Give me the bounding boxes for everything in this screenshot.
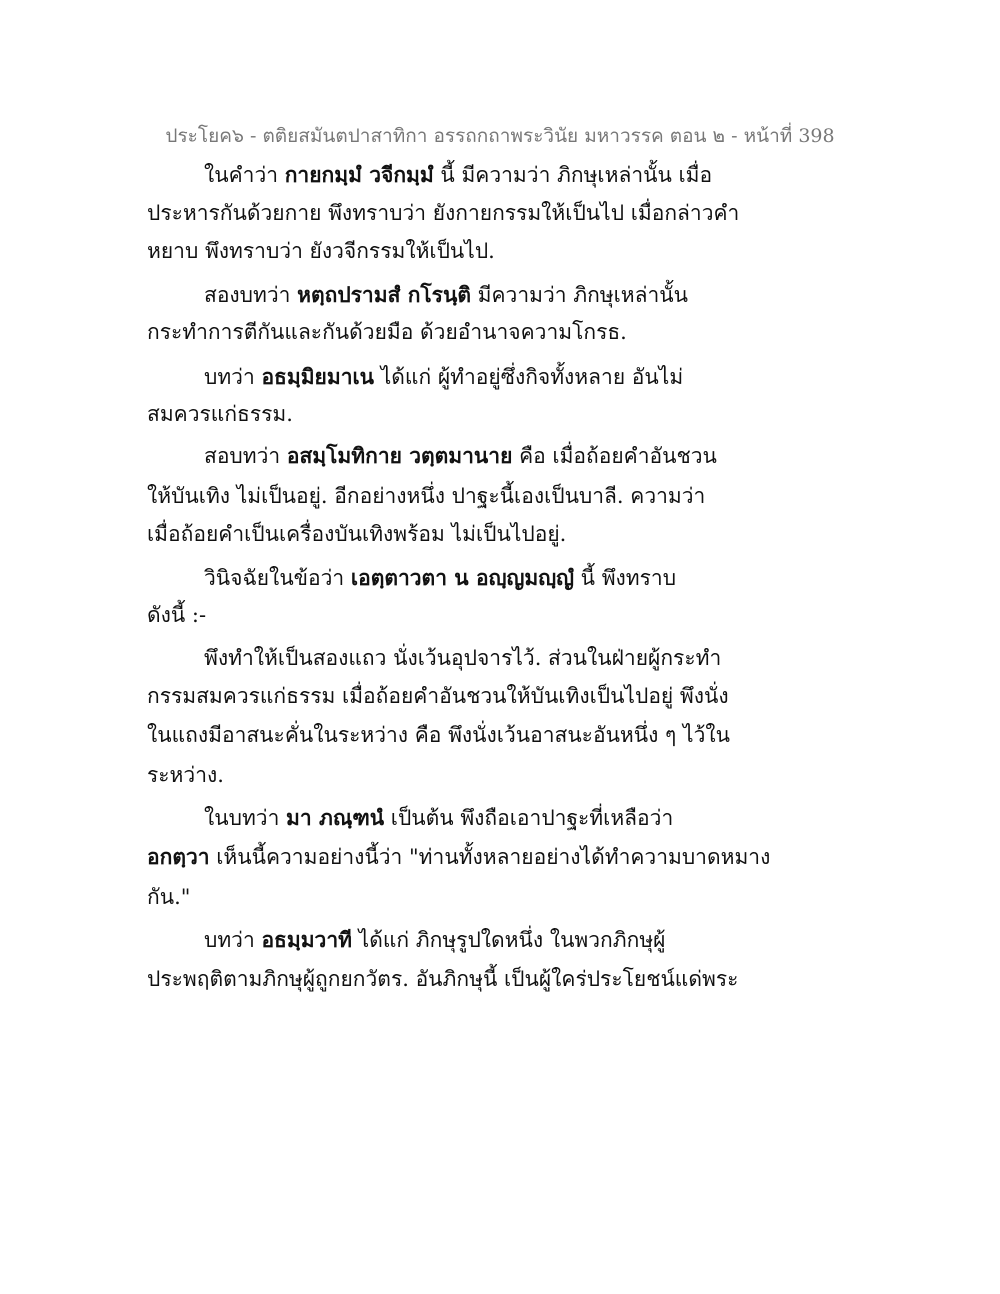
p6-line4: ระหว่าง. xyxy=(147,763,224,787)
p4-line3: เมื่อถ้อยคำเป็นเครื่องบันเทิงพร้อม ไม่เป็นไปอยู่. xyxy=(147,522,567,546)
p5-line2: ดังนี้ :- xyxy=(147,603,207,627)
p8-line1 xyxy=(204,926,665,954)
pali-term: อธมฺมวาที xyxy=(261,927,352,952)
text: นี้ พึงทราบ xyxy=(574,566,677,590)
text: บทว่า xyxy=(204,365,262,389)
text: ได้แก่ ผู้ทำอยู่ซึ่งกิจทั้งหลาย อันไม่ xyxy=(374,365,684,389)
p6-line3: ในแถงมีอาสนะคั่นในระหว่าง คือ พึงนั่งเว้นอาสนะอันหนึ่ง ๆ ไว้ใน xyxy=(147,723,730,747)
text: วินิจฉัยในข้อว่า xyxy=(204,566,351,590)
p8-line2: ประพฤติตามภิกษุผู้ถูกยกวัตร. อันภิกษุนี้ เป็นผู้ใคร่ประโยชน์แด่พระ xyxy=(147,967,739,991)
text: คือ เมื่อถ้อยคำอันชวน xyxy=(512,444,717,468)
p4-line1 xyxy=(204,442,717,470)
pali-term: อธมฺมิยมาเน xyxy=(261,364,375,389)
p1-line2: ประหารกันด้วยกาย พึงทราบว่า ยังกายกรรมให้เป็นไป เมื่อกล่าวคำ xyxy=(147,201,740,225)
p6-line2: กรรมสมควรแก่ธรรม เมื่อถ้อยคำอันชวนให้บันเทิงเป็นไปอยู่ พึงนั่ง xyxy=(147,684,729,708)
p1-line3: หยาบ พึงทราบว่า ยังวจีกรรมให้เป็นไป. xyxy=(147,239,495,263)
text: เห็นนี้ความอย่างนี้ว่า "ท่านทั้งหลายอย่างได้ทำความบาดหมาง xyxy=(209,845,771,869)
pali-term: อกตฺวา xyxy=(147,844,210,869)
text: ในบทว่า xyxy=(204,806,287,830)
pali-term: อสมฺโมทิกาย วตฺตมานาย xyxy=(286,443,513,468)
p3-line2: สมควรแก่ธรรม. xyxy=(147,402,293,426)
pali-term: มา ภณฺฑนํ xyxy=(286,805,385,830)
pali-term: หตฺถปรามสํ กโรนฺติ xyxy=(297,282,471,307)
p5-line1 xyxy=(204,564,676,592)
p7-line2 xyxy=(147,843,770,871)
p2-line2: กระทำการตีกันและกันด้วยมือ ด้วยอำนาจความโกรธ. xyxy=(147,320,627,344)
p1-line1 xyxy=(204,161,712,189)
text: เป็นต้น พึงถือเอาปาฐะที่เหลือว่า xyxy=(384,806,674,830)
page-header: ประโยค๖ - ตติยสมันตปาสาทิกา อรรถกถาพระวินัย มหาวรรค ตอน ๒ - หน้าที่ 398 xyxy=(165,125,835,147)
text: สอบทว่า xyxy=(204,444,287,468)
text: มีความว่า ภิกษุเหล่านั้น xyxy=(470,283,689,307)
text: บทว่า xyxy=(204,928,262,952)
p6-line1: พึงทำให้เป็นสองแถว นั่งเว้นอุปจารไว้. ส่วนในฝ่ายผู้กระทำ xyxy=(204,646,722,670)
text: ในคำว่า xyxy=(204,163,285,187)
pali-term: เอตฺตาวตา น อญฺญมญฺญํ xyxy=(350,565,574,590)
p7-line1 xyxy=(204,804,673,832)
text: ได้แก่ ภิกษุรูปใดหนึ่ง ในพวกภิกษุผู้ xyxy=(351,928,666,952)
p4-line2: ให้บันเทิง ไม่เป็นอยู่. อีกอย่างหนึ่ง ปาฐะนี้เองเป็นบาลี. ความว่า xyxy=(147,484,706,508)
text: สองบทว่า xyxy=(204,283,298,307)
p7-line3: กัน." xyxy=(147,885,191,909)
p2-line1 xyxy=(204,281,688,309)
text: นี้ มีความว่า ภิกษุเหล่านั้น เมื่อ xyxy=(433,163,713,187)
p3-line1 xyxy=(204,363,683,391)
pali-term: กายกมฺมํ วจีกมฺมํ xyxy=(284,162,434,187)
